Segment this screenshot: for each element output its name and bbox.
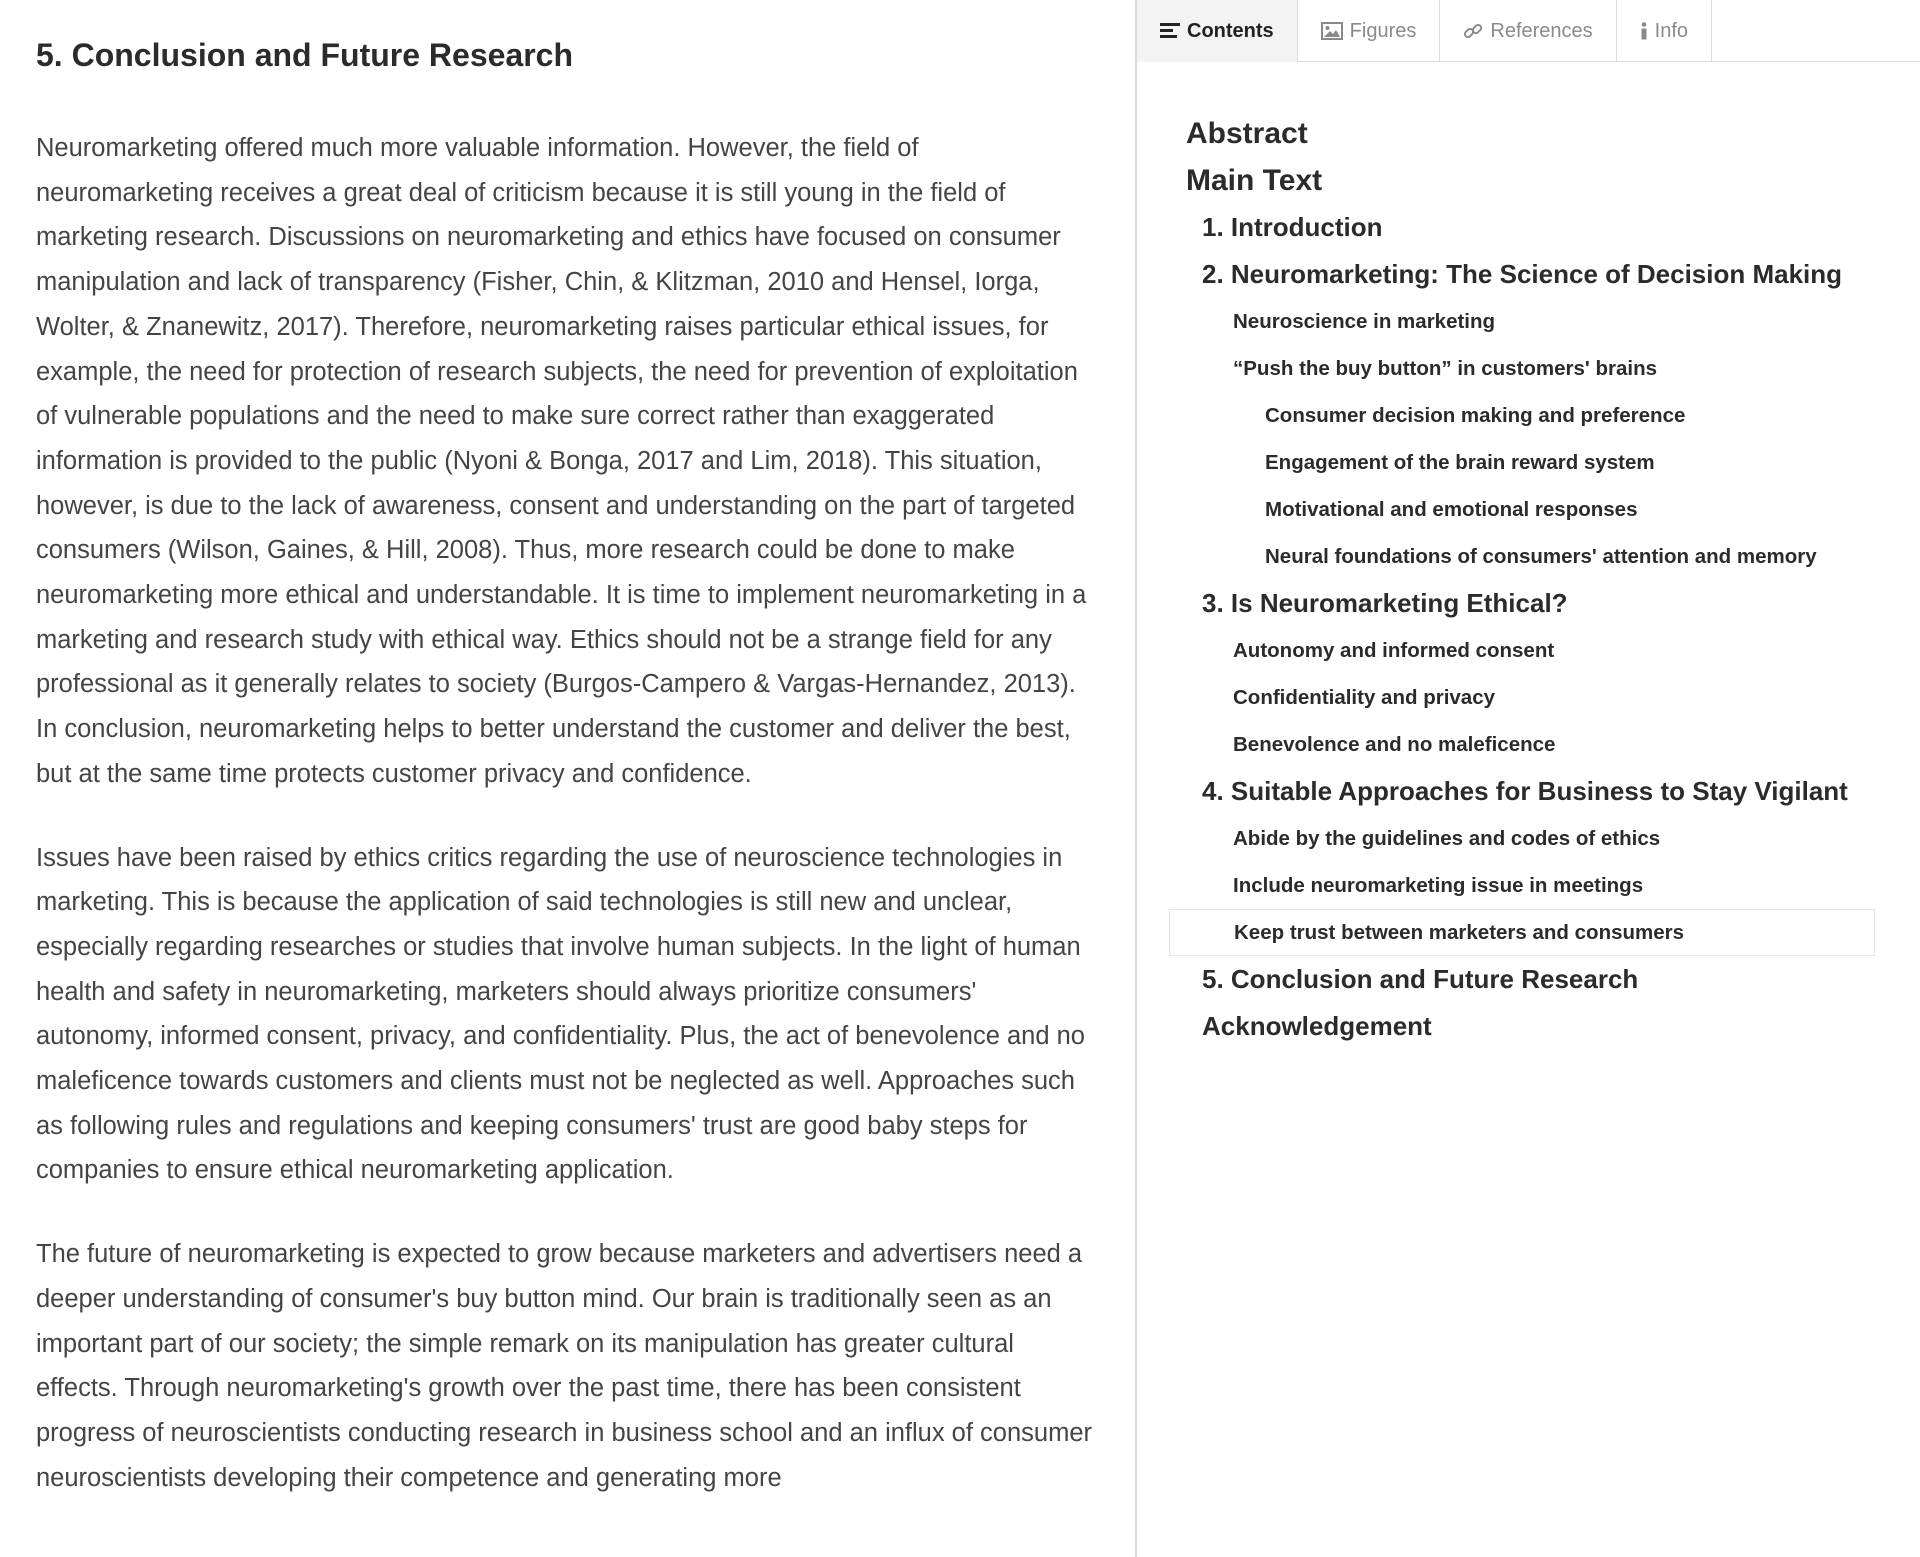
table-of-contents [1137, 62, 1920, 1050]
tab-label: Contents [1187, 19, 1274, 42]
article-paragraph: Neuromarketing offered much more valuable information. However, the field of neuromarketing receives a great deal of criticism because it is still young in the field of marketing research. Discussions on neuromarketing and ethics have focused on consumer manipulation and lack of transparency (Fisher, Chin, & Klitzman, 2010 and Hensel, Iorga, Wolter, & Znanewitz, 2017). Therefore, neuromarketing raises particular ethical issues, for example, the need for protection of research subjects, the need for prevention of exploitation of vulnerable populations and the need to make sure correct rather than exaggerated information is provided to the public (Nyoni & Bonga, 2017 and Lim, 2018). This situation, however, is due to the lack of awareness, consent and understanding on the part of targeted consumers (Wilson, Gaines, & Hill, 2008). Thus, more research could be done to make neuromarketing more ethical and understandable. It is time to implement neuromarketing in a marketing and research study with ethical way. Ethics should not be a strange field for any professional as it generally relates to society (Burgos-Campero & Vargas-Hernandez, 2013). In conclusion, neuromarketing helps to better understand the customer and deliver the best, but at the same time protects customer privacy and confidence. [36, 134, 1087, 788]
toc-item-main-text[interactable]: Main Text [1186, 164, 1323, 197]
image-icon [1321, 22, 1343, 40]
article-paragraph: The future of neuromarketing is expected to grow because marketers and advertisers need a deeper understanding of consumer's buy button mind. Our brain is traditionally seen as an important part of our society; the simple remark on its manipulation has greater cultural effects. Through neuromarketing's growth over the past time, there has been consistent progress of neuroscientists conducting research in business school and an influx of consumer neuroscientists developing their competence and generating more [36, 1240, 1092, 1492]
toc-item-conclusion[interactable]: 5. Conclusion and Future Research [1202, 964, 1639, 994]
toc-item-keep-trust[interactable]: Keep trust between marketers and consumers [1169, 909, 1875, 956]
toc-item-abstract[interactable]: Abstract [1186, 117, 1308, 150]
list-icon [1160, 23, 1180, 39]
toc-item-suitable-approaches[interactable]: 4. Suitable Approaches for Business to Stay Vigilant [1202, 776, 1848, 806]
toc-item-ethical[interactable]: 3. Is Neuromarketing Ethical? [1202, 588, 1568, 618]
toc-item-introduction[interactable]: 1. Introduction [1202, 212, 1383, 242]
tab-references[interactable] [1440, 0, 1616, 62]
tab-label: References [1490, 19, 1593, 42]
toc-item-emotional-responses[interactable]: Motivational and emotional responses [1265, 498, 1638, 521]
toc-item-autonomy[interactable]: Autonomy and informed consent [1233, 639, 1555, 662]
tab-label: Figures [1349, 19, 1417, 42]
tab-label: Info [1654, 19, 1689, 42]
toc-item-meetings[interactable]: Include neuromarketing issue in meetings [1233, 874, 1644, 897]
toc-item-neuromarketing-science[interactable]: 2. Neuromarketing: The Science of Decision Making [1202, 259, 1843, 289]
toc-item-acknowledgement[interactable]: Acknowledgement [1202, 1011, 1432, 1041]
toc-item-reward-system[interactable]: Engagement of the brain reward system [1265, 451, 1655, 474]
tab-contents[interactable] [1137, 0, 1298, 62]
link-icon [1463, 21, 1483, 41]
toc-item-decision-making[interactable]: Consumer decision making and preference [1265, 404, 1686, 427]
toc-item-push-buy-button[interactable]: “Push the buy button” in customers' brains [1233, 357, 1658, 380]
toc-item-guidelines[interactable]: Abide by the guidelines and codes of ethics [1233, 827, 1661, 850]
info-icon [1640, 22, 1648, 40]
side-panel [1135, 0, 1920, 1557]
panel-tabs [1137, 0, 1920, 62]
toc-item-attention-memory[interactable]: Neural foundations of consumers' attention and memory [1265, 545, 1817, 568]
toc-item-benevolence[interactable]: Benevolence and no maleficence [1233, 733, 1556, 756]
section-heading: 5. Conclusion and Future Research [36, 37, 573, 73]
article-paragraph: Issues have been raised by ethics critics regarding the use of neuroscience technologies in marketing. This is because the application of said technologies is still new and unclear, especially regarding researches or studies that involve human subjects. In the light of human health and safety in neuromarketing, marketers should always prioritize consumers' autonomy, informed consent, privacy, and confidentiality. Plus, the act of benevolence and no maleficence towards customers and clients must not be neglected as well. Approaches such as following rules and regulations and keeping consumers' trust are good baby steps for companies to ensure ethical neuromarketing application. [36, 843, 1085, 1185]
tab-info[interactable] [1617, 0, 1712, 62]
tab-figures[interactable] [1298, 0, 1441, 62]
toc-item-neuroscience-in-marketing[interactable]: Neuroscience in marketing [1233, 310, 1496, 333]
toc-item-confidentiality[interactable]: Confidentiality and privacy [1233, 686, 1495, 709]
